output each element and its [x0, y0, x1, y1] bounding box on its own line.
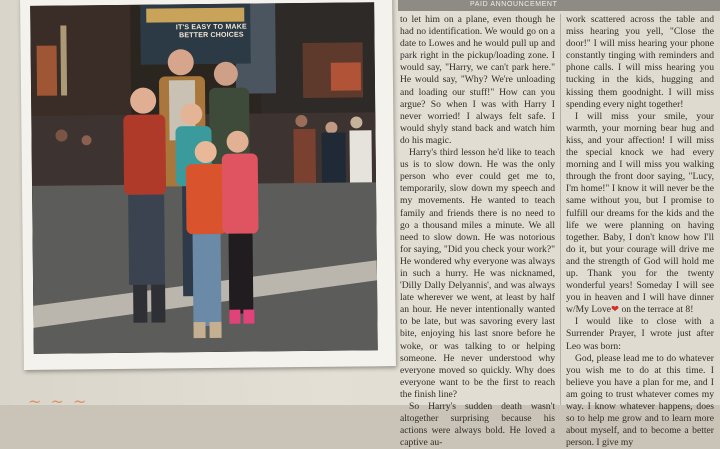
article-paragraph: So Harry's sudden death wasn't altogether surprising because his actions were always bold. He loved a captive au- [400, 401, 555, 449]
article-paragraph: Harry's third lesson he'd like to teach us is to slow down. He was the only person who ever could get me to, temporarily, slow down my speech and my movements. He wanted to teach family and friends there is no need to go a thousand miles a minute. We all need to slow down. He was notorious for saying, "Did you check your work?" He wondered why everyone was always in such a hurry. He was nicknamed, 'Dilly Dally Delyannis', and was always late wherever we went, at least by half an hour. He never intentionally wanted to be late, but was savoring every last bite, enjoying his last snore before he woke, or was talking to or helping someone. He never understood why everyone moved so quickly. Why does everyone want to be the first to reach the finish line? [400, 147, 555, 400]
column-divider [560, 14, 561, 405]
family-photo [30, 2, 378, 354]
section-header-bar [398, 0, 720, 11]
article-text: I will miss your smile, your warmth, your morning bear hug and kiss, and your affection! I will miss the special knock we had every morning and I will miss you walking through the front door saying, "Lucy, I'm home!" I know it will never be the same without you, but I promise to fulfill our dreams for the kids and the life we were planning on having together. Baby, I don't know how I'll do it, but your courage will drive me and the strength of God will hold me up. Thank you for the twenty wonderful years! Someday I will see you in heaven and I will have dinner w/My Love [566, 110, 714, 316]
heart-icon: ❤ [611, 304, 620, 316]
article-paragraph [566, 111, 714, 317]
section-header-label: PAID ANNOUNCEMENT [470, 1, 558, 8]
article-paragraph: I would like to close with a Surrender Prayer, I wrote just after Leo was born: [566, 316, 714, 352]
decorative-script-flourish: ~ ~ ~ [28, 392, 89, 411]
article-paragraph: to let him on a plane, even though he had no identification. We would go on a date to Lowes and he would pull up and park right in the pickup/loading zone. I would say, "Harry, we can't park here." He would say, "Why? We're unloading and loading our stuff!" How can you argue? So when I was with Harry I never worried! I always felt safe. I would shyly stand back and watch him do his magic. [400, 14, 555, 146]
article-paragraph: work scattered across the table and miss hearing you yell, "Close the door!" I will miss hearing your phone constantly tinging with reminders and phone calls. I will miss hearing you tucking in the kids, hugging and kissing them goodnight. I will miss spending every night together! [566, 14, 714, 110]
prayer-paragraph: God, please lead me to do whatever you wish me to do at this time. I believe you have a plan for me, and I am going to trust whatever comes my way. I know whatever happens, does so to help me grow and to learn more about myself, and to become a better person. I give my [566, 352, 714, 449]
article-column-2 [566, 14, 714, 449]
article-text: on the terrace at 8! [619, 304, 694, 316]
times-square-family-scene [30, 2, 378, 354]
article-column-1 [400, 14, 555, 449]
family-photo-print [20, 0, 396, 370]
billboard-text: IT'S EASY TO MAKE BETTER CHOICES [175, 23, 247, 40]
